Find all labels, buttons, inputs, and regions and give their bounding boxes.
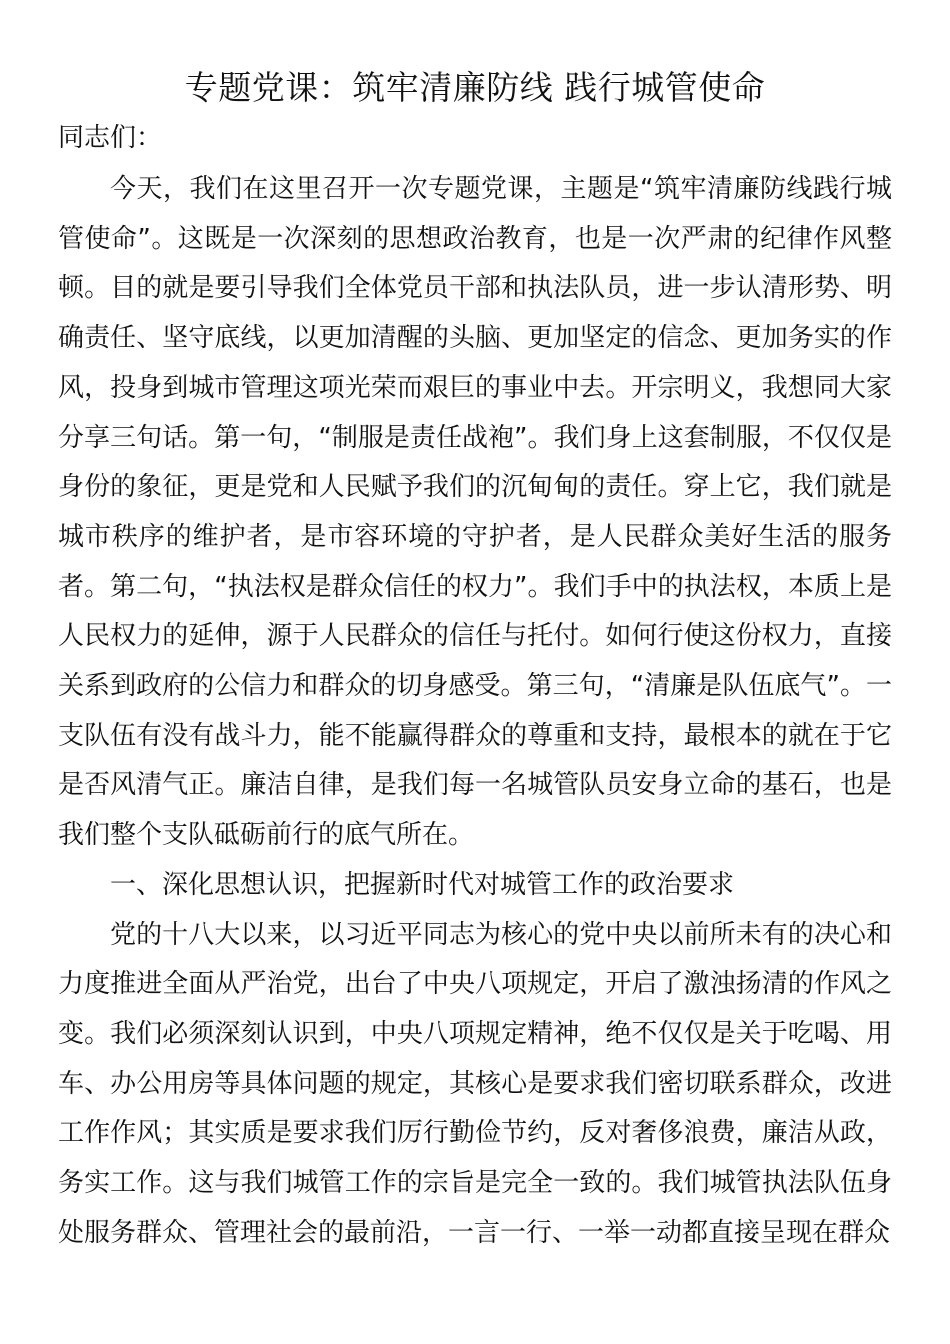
section-heading: 一、深化思想认识，把握新时代对城管工作的政治要求 bbox=[110, 869, 735, 900]
document-title: 专题党课：筑牢清廉防线 践行城管使命 bbox=[184, 68, 766, 107]
body-paragraph: 党的十八大以来，以习近平同志为核心的党中央以前所未有的决心和力度推进全面从严治党，出台了中央八项规定，开启了激浊扬清的作风之变。我们必须深刻认识到，中央八项规定精神，绝不仅仅是关于吃喝、用车、办公用房等具体问题的规定，其核心是要求我们密切联系群众，改进工作作风；其实质是要求我们厉行勤俭节约，反对奢侈浪费，廉洁从政，务实工作。这与我们城管工作的宗旨是完全一致的。我们城管执法队伍身处服务群众、管理社会的最前沿，一言一行、一举一动都直接呈现在群众 bbox=[58, 919, 892, 1248]
document-body bbox=[58, 165, 892, 1258]
body-paragraph: 今天，我们在这里召开一次专题党课，主题是“筑牢清廉防线践行城管使命”。这既是一次深刻的思想政治教育，也是一次严肃的纪律作风整顿。目的就是要引导我们全体党员干部和执法队员，进一步认清形势、明确责任、坚守底线，以更加清醒的头脑、更加坚定的信念、更加务实的作风，投身到城市管理这项光荣而艰巨的事业中去。开宗明义，我想同大家分享三句话。第一句，“制服是责任战袍”。我们身上这套制服，不仅仅是身份的象征，更是党和人民赋予我们的沉甸甸的责任。穿上它，我们就是城市秩序的维护者，是市容环境的守护者，是人民群众美好生活的服务者。第二句，“执法权是群众信任的权力”。我们手中的执法权，本质上是人民权力的延伸，源于人民群众的信任与托付。如何行使这份权力，直接关系到政府的公信力和群众的切身感受。第三句，“清廉是队伍底气”。一支队伍有没有战斗力，能不能赢得群众的尊重和支持，最根本的就在于它是否风清气正。廉洁自律，是我们每一名城管队员安身立命的基石，也是我们整个支队砥砺前行的底气所在。 bbox=[58, 174, 892, 851]
salutation: 同志们： bbox=[58, 123, 163, 153]
